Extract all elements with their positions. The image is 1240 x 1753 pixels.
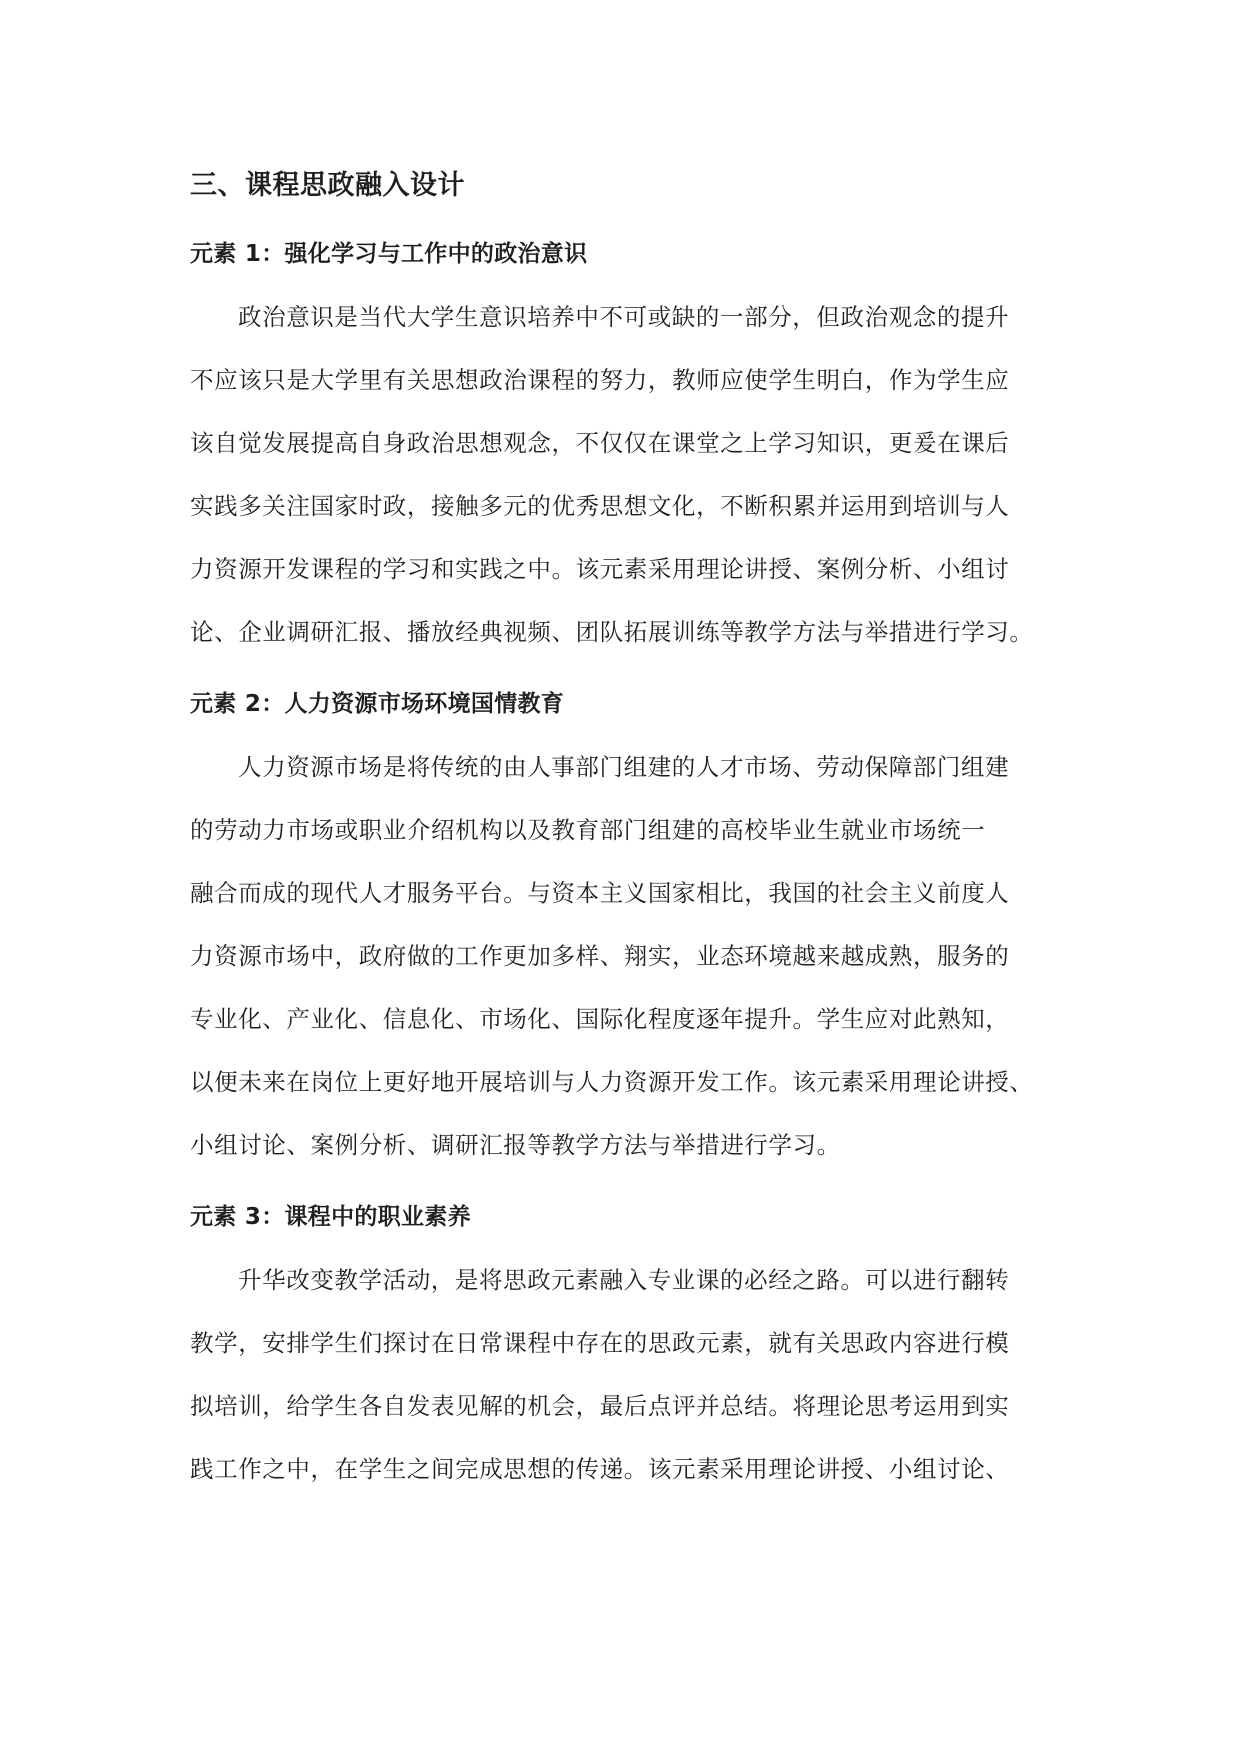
element-1-heading: 元素 1：强化学习与工作中的政治意识 (190, 241, 588, 267)
paragraph-line: 教学，安排学生们探讨在日常课程中存在的思政元素，就有关思政内容进行模 (190, 1329, 1010, 1357)
paragraph-line: 不应该只是大学里有关思想政治课程的努力，教师应使学生明白，作为学生应 (190, 366, 1010, 394)
element-2-heading: 元素 2：人力资源市场环境国情教育 (190, 691, 565, 717)
paragraph-line: 人力资源市场是将传统的由人事部门组建的人才市场、劳动保障部门组建 (238, 753, 1010, 781)
paragraph-line: 专业化、产业化、信息化、市场化、国际化程度逐年提升。学生应对此熟知， (190, 1005, 1010, 1033)
paragraph-line: 的劳动力市场或职业介绍机构以及教育部门组建的高校毕业生就业市场统一 (190, 816, 986, 844)
paragraph-line: 力资源市场中，政府做的工作更加多样、翔实，业态环境越来越成熟，服务的 (190, 942, 1010, 970)
paragraph-line: 该自觉发展提高自身政治思想观念，不仅仅在课堂之上学习知识，更爰在课后 (190, 429, 1010, 457)
paragraph-line: 力资源开发课程的学习和实践之中。该元素采用理论讲授、案例分析、小组讨 (190, 555, 1010, 583)
paragraph-line: 政治意识是当代大学生意识培养中不可或缺的一部分，但政治观念的提升 (238, 303, 1010, 331)
paragraph-line: 拟培训，给学生各自发表见解的机会，最后点评并总结。将理论思考运用到实 (190, 1392, 1010, 1420)
section-title: 三、课程思政融入设计 (190, 170, 465, 201)
paragraph-line: 实践多关注国家时政，接触多元的优秀思想文化，不断积累并运用到培训与人 (190, 492, 1010, 520)
paragraph-line: 融合而成的现代人才服务平台。与资本主义国家相比，我国的社会主义前度人 (190, 879, 1010, 907)
paragraph-line: 论、企业调研汇报、播放经典视频、团队拓展训练等教学方法与举措进行学习。 (190, 618, 1034, 646)
paragraph-line: 践工作之中，在学生之间完成思想的传递。该元素采用理论讲授、小组讨论、 (190, 1455, 1010, 1483)
paragraph-line: 升华改变教学活动，是将思政元素融入专业课的必经之路。可以进行翻转 (238, 1266, 1010, 1294)
paragraph-line: 以便未来在岗位上更好地开展培训与人力资源开发工作。该元素采用理论讲授、 (190, 1068, 1034, 1096)
paragraph-line: 小组讨论、案例分析、调研汇报等教学方法与举措进行学习。 (190, 1131, 841, 1159)
element-3-heading: 元素 3：课程中的职业素养 (190, 1204, 471, 1230)
